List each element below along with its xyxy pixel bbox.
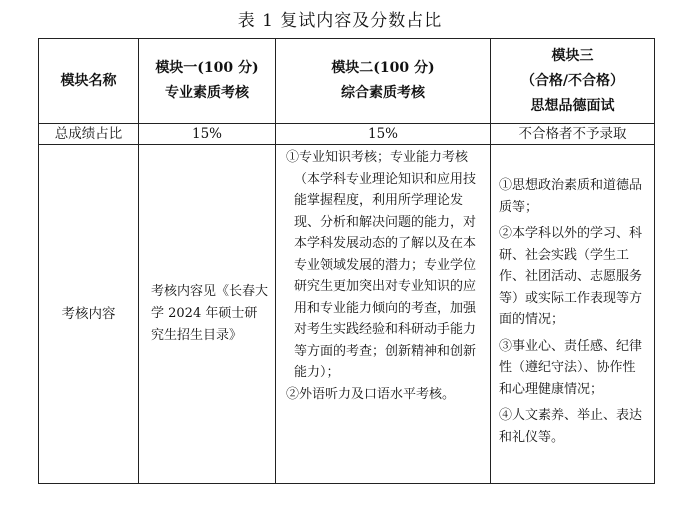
content-row — [39, 145, 655, 484]
header-module3-title: 模块三 — [551, 47, 594, 64]
score-module3: 不合格者不予录取 — [491, 124, 655, 145]
module2-item-1-detail: （本学科专业理论知识和应用技能掌握程度，利用所学理论发现、分析和解决问题的能力，对本学科发展动态的了解以及在本专业领域发展的潜力；专业学位研究生更加突出对专业知识的应用和专业能力倾向的考查，加强对考生实践经验和科研动手能力等方面的考查；创新精神和创新能力）； — [294, 171, 477, 380]
header-module3 — [491, 39, 655, 124]
header-module2-title: 模块二(100 分) — [331, 60, 435, 76]
header-module1 — [139, 39, 276, 124]
header-module1-subtitle: 专业素质考核 — [165, 85, 249, 101]
module3-item-3: ③事业心、责任感、纪律性（遵纪守法）、协作性和心理健康情况； — [499, 338, 643, 397]
module3-item-2: ②本学科以外的学习、科研、社会实践（学生工作、社团活动、志愿服务等）或实际工作表现等方面的情况； — [499, 226, 643, 327]
header-module2 — [276, 39, 491, 124]
header-module3-pass-note: （合格/不合格） — [520, 72, 625, 89]
content-module1: 考核内容见《长春大学 2024 年硕士研究生招生目录》 — [139, 145, 276, 484]
module2-item-1: ①专业知识考核；专业能力考核 — [286, 150, 469, 165]
header-module-name: 模块名称 — [39, 39, 139, 124]
module3-item-4: ④人文素养、举止、表达和礼仪等。 — [499, 408, 643, 445]
content-module2 — [276, 145, 491, 484]
header-row — [39, 39, 655, 124]
module2-item-2: ②外语听力及口语水平考核。 — [286, 386, 456, 402]
score-module2: 15% — [276, 124, 491, 145]
score-row — [39, 124, 655, 145]
header-module1-title: 模块一(100 分) — [155, 60, 259, 76]
score-row-label: 总成绩占比 — [39, 124, 139, 145]
header-module2-subtitle: 综合素质考核 — [341, 85, 425, 101]
content-module3 — [491, 145, 655, 484]
header-module3-subtitle: 思想品德面试 — [530, 97, 615, 114]
module3-item-1: ①思想政治素质和道德品质等； — [499, 178, 643, 215]
score-module1: 15% — [139, 124, 276, 145]
table-title: 表 1 复试内容及分数占比 — [237, 11, 443, 31]
exam-content-table — [38, 38, 655, 484]
content-row-label: 考核内容 — [39, 145, 139, 484]
